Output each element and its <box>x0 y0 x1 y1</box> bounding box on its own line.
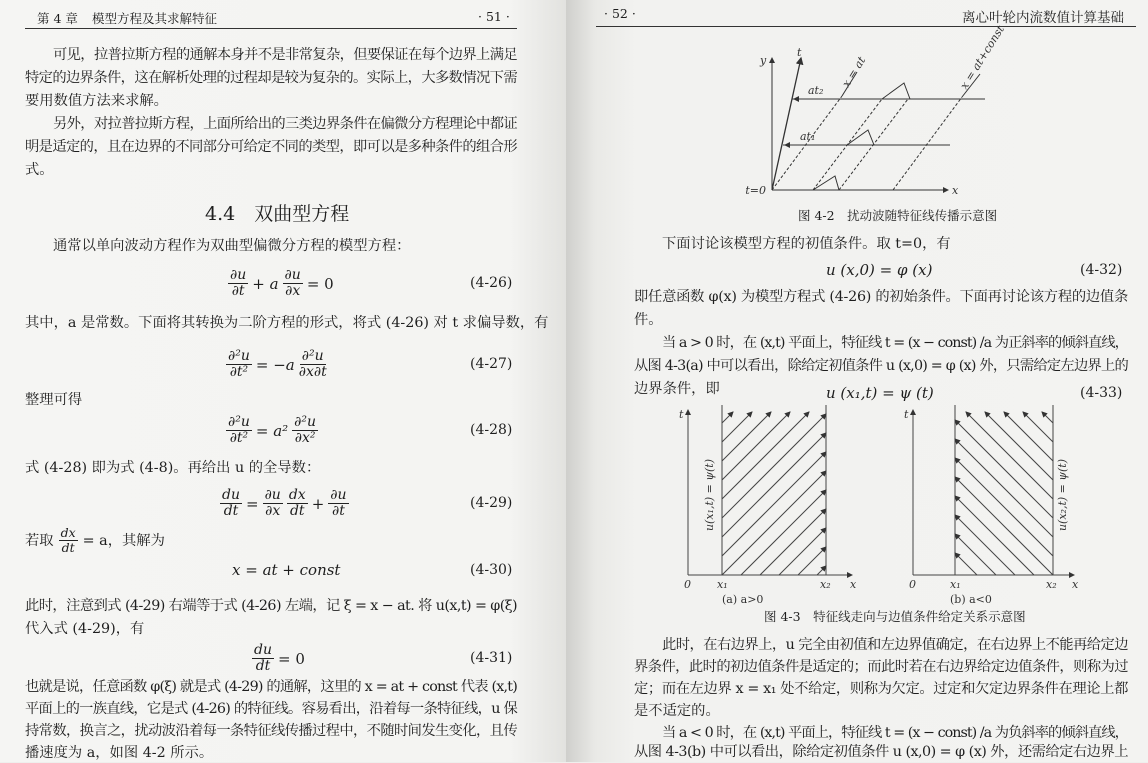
characteristic-arrow-a <box>722 471 826 575</box>
numerator: ∂²u <box>301 348 324 364</box>
paragraph-line: 件。 <box>634 312 663 328</box>
characteristic-arrow-a <box>760 509 826 575</box>
figure-4-3 <box>688 405 1074 575</box>
characteristic-arrow-a <box>722 412 809 499</box>
characteristic-arrow-a <box>722 452 826 556</box>
equation-tag: (4-26) <box>470 275 513 291</box>
x-at-const-label: x = at+const <box>957 23 1007 92</box>
paragraph-line: 特定的边界条件，这在解析处理的过程却是较为复杂的。实际上，大多数情况下需 <box>25 70 517 86</box>
y-axis-label: y <box>760 54 767 67</box>
equation-tag: (4-33) <box>1080 385 1123 401</box>
paragraph-line: 另外，对拉普拉斯方程，上面所给出的三类边界条件在偏微分方程理论中都证 <box>53 116 517 132</box>
wave-pulse-t2 <box>882 83 910 99</box>
characteristic-arrow-b <box>955 458 1053 556</box>
characteristic-arrow-a <box>722 414 826 518</box>
operator: = a² <box>255 421 289 440</box>
denominator: ∂x <box>285 283 301 299</box>
characteristic-arrow-b <box>1042 412 1053 423</box>
equation-tag: (4-30) <box>470 562 513 578</box>
numerator: ∂²u <box>228 414 250 430</box>
numerator: ∂²u <box>294 414 317 430</box>
rhs: = 0 <box>306 274 334 293</box>
denominator: ∂x <box>265 503 281 519</box>
book-title: 离心叶轮内流数值计算基础 <box>962 10 1124 26</box>
wave-pulse-t1 <box>847 130 874 145</box>
characteristic-lines <box>772 96 962 190</box>
page-number: · 52 · <box>604 6 636 21</box>
panel-a-caption: (a) a>0 <box>722 593 764 606</box>
equation-tag: (4-29) <box>470 495 513 511</box>
paragraph-line: 定；而在左边界 x = x₁ 处不给定，则称为欠定。过定和欠定边界条件在理论上都 <box>634 681 1128 697</box>
figure-4-3-caption: 图 4-3 特征线走向与边值条件给定关系示意图 <box>764 609 1026 624</box>
equation-tag: (4-31) <box>470 650 513 666</box>
paragraph-line: 界条件，此时的初边值条件是适定的；而此时若在右边界给定边值条件，则称为过 <box>634 659 1128 675</box>
numerator: du <box>254 642 272 658</box>
characteristic-arrow-a <box>817 566 826 575</box>
paragraph-line: 要用数值方法来求解。 <box>25 93 168 109</box>
characteristic-arrow-b <box>1023 412 1053 442</box>
section-heading: 4.4 双曲型方程 <box>205 203 350 225</box>
page-number: · 51 · <box>478 9 510 24</box>
text: 若取 <box>25 532 54 549</box>
t-axis <box>772 58 801 190</box>
x-at-label: x = at <box>839 54 869 90</box>
characteristic-arrow-a <box>722 412 733 423</box>
characteristic-arrow-b <box>955 420 1053 518</box>
panel-b-t-label: t <box>904 408 909 421</box>
panel-a-origin-label: 0 <box>684 578 691 591</box>
paragraph-line: 明是适定的，且在边界的不同部分可给定不同的类型，即可以是多种条件的组合形 <box>25 139 517 155</box>
panel-b-x2-label: x₂ <box>1046 578 1057 591</box>
numerator: ∂u <box>284 267 301 283</box>
paragraph-line: 可见，拉普拉斯方程的通解本身并不是非常复杂，但要保证在每个边界上满足 <box>53 47 517 63</box>
numerator: dx <box>60 525 76 540</box>
t0-label: t=0 <box>745 184 766 197</box>
equation-tag: (4-27) <box>470 356 513 372</box>
numerator: dx <box>288 487 306 503</box>
wave-pulse-t0 <box>813 176 839 190</box>
characteristic-arrow-b <box>966 412 1053 499</box>
panel-b-x1-label: x₁ <box>950 578 961 591</box>
paragraph-line: 当 a < 0 时，在 (x,t) 平面上，特征线 t = (x − const) /a 为负斜率的倾斜直线， <box>662 725 1128 741</box>
characteristic-arrow-a <box>779 528 826 575</box>
paragraph-line: 边界条件，即 <box>634 381 720 397</box>
denominator: ∂t² <box>229 430 249 446</box>
numerator: ∂u <box>264 487 281 503</box>
denominator: dt <box>61 540 75 555</box>
characteristic-arrow-b <box>955 553 977 575</box>
panel-b-origin-label: 0 <box>909 578 916 591</box>
characteristic-arrow-a <box>722 433 826 537</box>
characteristic-arrow-b <box>955 477 1053 575</box>
denominator: dt <box>255 658 271 674</box>
equation-tag: (4-32) <box>1080 262 1123 278</box>
at2-label: at₂ <box>808 84 824 97</box>
panel-b-boundary-label: u(x₂,t) = ψ(t) <box>1056 458 1069 532</box>
paragraph-line: 也就是说，任意函数 φ(ξ) 就是式 (4-29) 的通解，这里的 x = at + const 代表 (x,t) <box>25 679 517 695</box>
paragraph-line: 式 (4-28) 即为式 (4-8)。再给出 u 的全导数： <box>25 460 321 476</box>
rhs: = 0 <box>277 649 305 668</box>
characteristic-arrow-b <box>955 439 1053 537</box>
panel-a-t-label: t <box>679 408 684 421</box>
characteristic-arrow-a <box>722 412 752 442</box>
operator: + <box>311 494 325 513</box>
equation-4-32: u (x,0) = φ (x) <box>826 261 933 279</box>
equation-tag: (4-28) <box>470 422 513 438</box>
paragraph-line: 整理可得 <box>25 392 83 408</box>
paragraph-line: 式。 <box>25 162 54 178</box>
panel-a-x-label: x <box>850 578 857 591</box>
paragraph-line: 下面讨论该模型方程的初值条件。取 t=0，有 <box>662 236 951 252</box>
denominator: ∂t² <box>229 364 249 380</box>
characteristic-arrow-b <box>955 515 1015 575</box>
denominator: dt <box>223 503 239 519</box>
characteristic-arrow-a <box>741 490 826 575</box>
at1-label: at₁ <box>800 130 816 143</box>
paragraph-line: 是不适定的。 <box>634 703 720 719</box>
paragraph-line: 当 a > 0 时，在 (x,t) 平面上，特征线 t = (x − const) /a 为正斜率的倾斜直线， <box>662 335 1128 351</box>
equation-4-30: x = at + const <box>232 561 341 579</box>
numerator: ∂u <box>330 487 347 503</box>
paragraph-line: 从图 4-3(a) 中可以看出，除给定初值条件 u (x,0) = φ (x) 外，只需给定左边界上的 <box>634 358 1128 374</box>
paragraph-line: 持常数，换言之，扰动波沿着每一条特征线传播过程中，不随时间发生变化，且传 <box>25 723 517 739</box>
panel-a-x1-label: x₁ <box>717 578 728 591</box>
denominator: ∂t <box>231 283 245 299</box>
characteristic-arrow-b <box>985 412 1053 480</box>
denominator: ∂x∂t <box>298 364 327 380</box>
paragraph-line: 代入式 (4-29)，有 <box>25 621 145 637</box>
chapter-title: 模型方程及其求解特征 <box>92 11 218 26</box>
panel-b-caption: (b) a<0 <box>950 593 992 606</box>
denominator: ∂t <box>331 503 345 519</box>
panel-a-boundary-label: u(x₁,t) = ψ(t) <box>703 458 716 532</box>
characteristic-arrow-b <box>955 496 1034 575</box>
characteristic-arrow-b <box>1004 412 1053 461</box>
figure-4-2-caption: 图 4-2 扰动波随特征线传播示意图 <box>798 208 998 223</box>
paragraph-line: 此时，在右边界上，u 完全由初值和左边界值确定，在右边界上不能再给定边 <box>662 637 1128 653</box>
operator: + a <box>252 274 279 293</box>
numerator: du <box>222 487 240 503</box>
operator: = −a <box>255 355 295 374</box>
panel-a-x2-label: x₂ <box>820 578 831 591</box>
x-axis-label: x <box>952 184 959 197</box>
characteristic-arrow-a <box>722 412 771 461</box>
characteristic-arrow-b <box>955 534 996 575</box>
denominator: dt <box>289 503 305 519</box>
text: = a，其解为 <box>82 532 165 549</box>
chapter-number: 第 4 章 <box>37 11 78 26</box>
paragraph-line: 通常以单向波动方程作为双曲型偏微分方程的模型方程： <box>53 238 411 254</box>
equation-4-33: u (x₁,t) = ψ (t) <box>826 384 934 402</box>
characteristic-arrow-a <box>722 412 790 480</box>
operator: = <box>245 494 259 513</box>
t-axis-label: t <box>797 46 802 59</box>
paragraph-line: 其中，a 是常数。下面将其转换为二阶方程的形式，将式 (4-26) 对 t 求偏导数，有 <box>25 315 549 331</box>
numerator: ∂²u <box>228 348 250 364</box>
paragraph-line: 此时，注意到式 (4-29) 右端等于式 (4-26) 左端，记 ξ = x − at. 将 u(x,t) = φ(ξ) <box>25 598 517 614</box>
paragraph-line: 播速度为 a，如图 4-2 所示。 <box>25 745 214 761</box>
paragraph-line: 从图 4-3(b) 中可以看出，除给定初值条件 u (x,0) = φ (x) 外，还需给定右边界上 <box>634 744 1128 760</box>
numerator: ∂u <box>230 267 247 283</box>
paragraph-line: 即任意函数 φ(x) 为模型方程式 (4-26) 的初始条件。下面再讨论该方程的边值条 <box>634 289 1128 305</box>
denominator: ∂x² <box>294 430 316 446</box>
panel-b-x-label: x <box>1072 578 1079 591</box>
paragraph-line: 平面上的一族直线，它是式 (4-26) 的特征线。容易看出，沿着每一条特征线，u 保 <box>25 701 517 717</box>
